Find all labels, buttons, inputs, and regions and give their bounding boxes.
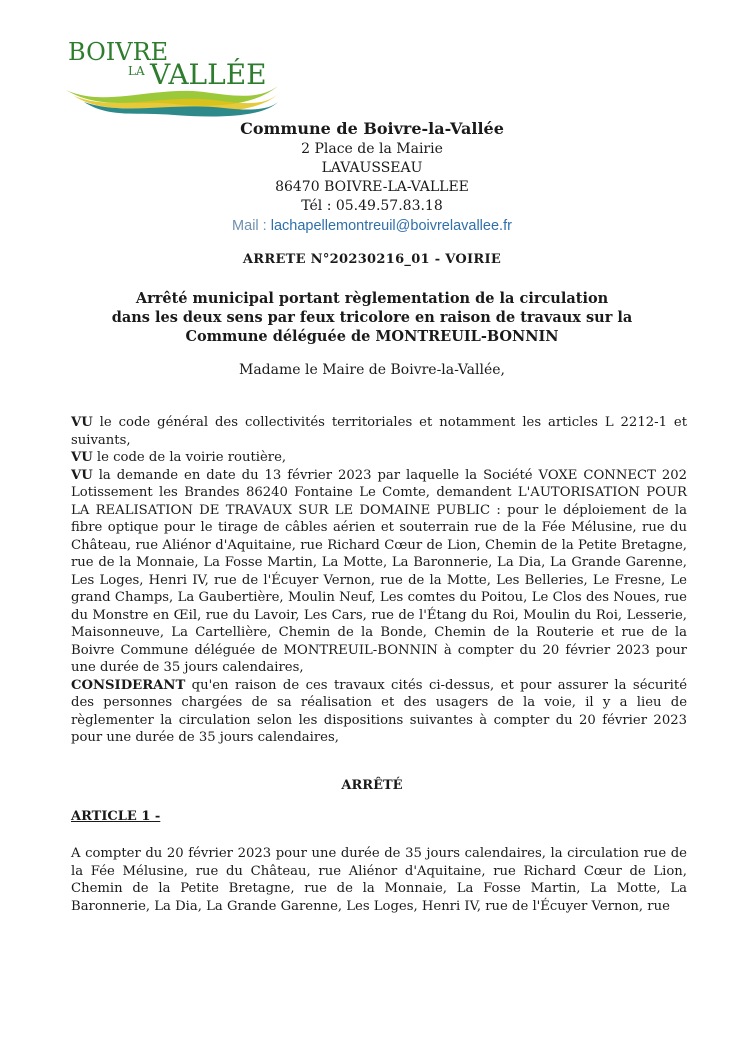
logo-text-boivre: BOIVRE bbox=[68, 38, 169, 66]
consideration-keyword: CONSIDERANT bbox=[71, 677, 186, 693]
logo-text-vallee: VALLÉE bbox=[150, 58, 267, 91]
locality-line: LAVAUSSEAU bbox=[321, 160, 423, 176]
consideration-text: la demande en date du 13 février 2023 par laquelle la Société VOXE CONNECT 202 Lotissement les Brandes 86240 Fontaine Le Comte, demandent L'AUTORISATION POUR LA REALISATION DE TRAVAUX SUR LE DOMAINE PUBLIC : pour le déploiement de la fibre optique pour le tirage de câbles aérien et souterrain rue de la Fée Mélusine, rue du Château, rue Aliénor d'Aquitaine, rue Richard Cœur de Lion, Chemin de la Petite Bretagne, rue de la Monnaie, La Fosse Martin, La Motte, La Baronnerie, La Dia, La Grande Garenne, Les Loges, Henri IV, rue de l'Écuyer Vernon, rue de la Motte, Les Belleries, Le Fresne, Le grand Champs, La Gaubertière, Moulin Neuf, Les comtes du Poitou, Le Clos des Noues, rue du Monstre en Œil, rue du Lavoir, Les Cars, rue de l'Étang du Roi, Moulin du Roi, Lesserie, Maisonneuve, La Cartellière, Chemin de la Bonde, Chemin de la Routerie et rue de la Boivre Commune déléguée de MONTREUIL-BONNIN à compter du 20 février 2023 pour une durée de 35 jours calendaires, bbox=[71, 467, 687, 675]
consideration-keyword: VU bbox=[71, 467, 93, 483]
commune-header bbox=[0, 118, 744, 236]
considerations bbox=[71, 414, 687, 747]
consideration-paragraph bbox=[71, 677, 687, 747]
consideration-keyword: VU bbox=[71, 415, 93, 430]
address-line: 2 Place de la Mairie bbox=[301, 141, 443, 157]
consideration-text: le code général des collectivités territoriales et notamment les articles L 2212-1 et suivants, bbox=[71, 415, 687, 448]
consideration-paragraph bbox=[71, 467, 687, 677]
phone-line: Tél : 05.49.57.83.18 bbox=[301, 198, 443, 214]
mail-label: Mail : bbox=[232, 218, 271, 234]
mail-line bbox=[0, 216, 744, 236]
consideration-text: le code de la voirie routière, bbox=[92, 450, 287, 465]
salutation: Madame le Maire de Boivre-la-Vallée, bbox=[239, 362, 505, 378]
arrete-title bbox=[0, 289, 744, 346]
arrete-number: ARRETE N°20230216_01 - VOIRIE bbox=[242, 252, 502, 267]
arrete-title-line: dans les deux sens par feux tricolore en raison de travaux sur la bbox=[111, 309, 633, 326]
logo-text-la: LA bbox=[128, 64, 145, 78]
consideration-keyword: VU bbox=[71, 450, 93, 465]
commune-name: Commune de Boivre-la-Vallée bbox=[240, 119, 504, 138]
consideration-text: qu'en raison de ces travaux cités ci-dessus, et pour assurer la sécurité des personnes chargées de sa réalisation et des usagers de la voie, il y a lieu de règlementer la circulation selon les dispositions suivantes à compter du 20 février 2023 pour une durée de 35 jours calendaires, bbox=[71, 677, 687, 745]
consideration-paragraph bbox=[71, 449, 687, 467]
arrete-title-line: Arrêté municipal portant règlementation de la circulation bbox=[135, 290, 609, 307]
article-1-heading: ARTICLE 1 - bbox=[71, 809, 161, 824]
arrete-heading: ARRÊTÉ bbox=[341, 778, 403, 793]
commune-logo bbox=[64, 36, 280, 122]
postcode-city-line: 86470 BOIVRE-LA-VALLEE bbox=[275, 179, 469, 195]
mail-address-link[interactable]: lachapellemontreuil@boivrelavallee.fr bbox=[270, 218, 512, 234]
article-1-text bbox=[71, 845, 687, 915]
logo-wave-graphic bbox=[64, 80, 280, 120]
consideration-paragraph bbox=[71, 414, 687, 449]
arrete-title-line: Commune déléguée de MONTREUIL-BONNIN bbox=[185, 328, 559, 345]
article-1-paragraph: A compter du 20 février 2023 pour une durée de 35 jours calendaires, la circulation rue de la Fée Mélusine, rue du Château, rue Aliénor d'Aquitaine, rue Richard Cœur de Lion, Chemin de la Petite Bretagne, rue de la Monnaie, La Fosse Martin, La Motte, La Baronnerie, La Dia, La Grande Garenne, Les Loges, Henri IV, rue de l'Écuyer Vernon, rue bbox=[71, 846, 687, 914]
